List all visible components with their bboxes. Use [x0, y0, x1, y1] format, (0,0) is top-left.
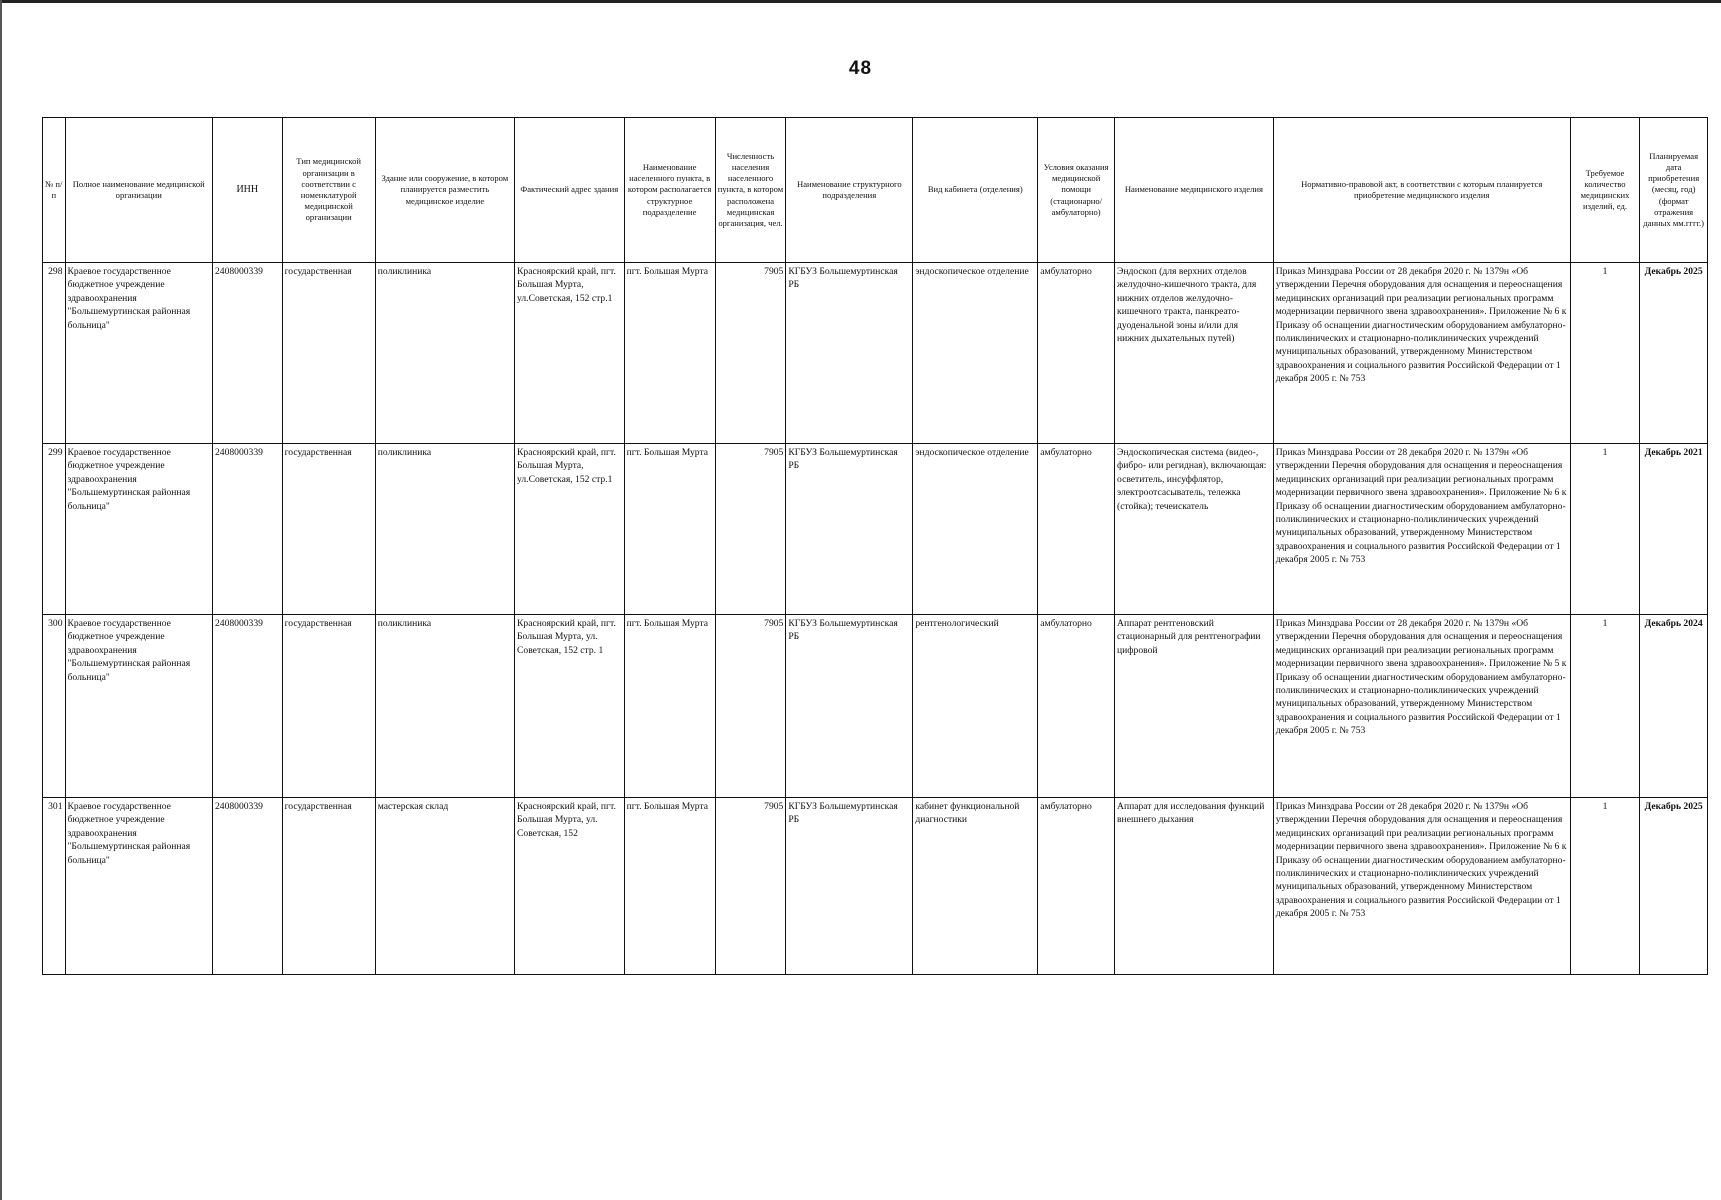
- page-number: 48: [848, 58, 873, 79]
- header-building: Здание или сооружение, в котором планируется разместить медицинское изделие: [375, 118, 514, 263]
- scan-edge-top: [0, 0, 1721, 3]
- cell-device: Эндоскоп (для верхних отделов желудочно-кишечного тракта, для нижних отделов желудочно-кишечного тракта, панкреато-дуоденальной зоны и/или для нижних дыхательных путей): [1115, 263, 1274, 444]
- cell-num: 299: [43, 444, 66, 615]
- cell-locality: пгт. Большая Мурта: [624, 263, 715, 444]
- cell-quantity: 1: [1570, 263, 1640, 444]
- cell-org-type: государственная: [282, 798, 375, 975]
- cell-unit: КГБУЗ Большемуртинская РБ: [786, 444, 913, 615]
- cell-cabinet: рентгенологический: [913, 615, 1038, 798]
- cell-building: поликлиника: [375, 444, 514, 615]
- table-row: [43, 444, 1708, 615]
- header-org-name: Полное наименование медицинской организации: [65, 118, 212, 263]
- cell-planned-date: Декабрь 2025: [1640, 263, 1708, 444]
- header-legal-act: Нормативно-правовой акт, в соответствии с которым планируется приобретение медицинского изделия: [1273, 118, 1570, 263]
- cell-population: 7905: [715, 615, 786, 798]
- table-header-row: [43, 118, 1708, 263]
- cell-building: поликлиника: [375, 263, 514, 444]
- cell-inn: 2408000339: [212, 444, 282, 615]
- cell-address: Красноярский край, пгт. Большая Мурта, ул. Советская, 152: [515, 798, 625, 975]
- cell-org-type: государственная: [282, 263, 375, 444]
- header-inn: ИНН: [212, 118, 282, 263]
- cell-locality: пгт. Большая Мурта: [624, 615, 715, 798]
- cell-unit: КГБУЗ Большемуртинская РБ: [786, 798, 913, 975]
- header-locality: Наименование населенного пункта, в котором располагается структурное подразделение: [624, 118, 715, 263]
- cell-org-name: Краевое государственное бюджетное учреждение здравоохранения "Большемуртинская районная больница": [65, 263, 212, 444]
- cell-conditions: амбулаторно: [1038, 444, 1115, 615]
- cell-planned-date: Декабрь 2025: [1640, 798, 1708, 975]
- cell-device: Эндоскопическая система (видео-, фибро- или регидная), включающая: осветитель, инсуффлятор, электроотсасыватель, тележка (стойка); течеискатель: [1115, 444, 1274, 615]
- cell-address: Красноярский край, пгт. Большая Мурта, ул.Советская, 152 стр.1: [515, 263, 625, 444]
- cell-num: 298: [43, 263, 66, 444]
- header-conditions: Условия оказания медицинской помощи (стационарно/ амбулаторно): [1038, 118, 1115, 263]
- cell-population: 7905: [715, 263, 786, 444]
- scan-edge-left: [0, 0, 2, 1200]
- cell-cabinet: кабинет функциональной диагностики: [913, 798, 1038, 975]
- cell-device: Аппарат рентгеновский стационарный для рентгенографии цифровой: [1115, 615, 1274, 798]
- cell-address: Красноярский край, пгт. Большая Мурта, ул. Советская, 152 стр. 1: [515, 615, 625, 798]
- table-row: [43, 263, 1708, 444]
- cell-num: 301: [43, 798, 66, 975]
- equipment-table: [42, 117, 1708, 975]
- cell-quantity: 1: [1570, 444, 1640, 615]
- header-planned-date: Планируемая дата приобретения (месяц, год) (формат отражения данных мм.гггг.): [1640, 118, 1708, 263]
- cell-planned-date: Декабрь 2021: [1640, 444, 1708, 615]
- header-population: Численность населения населенного пункта, в котором расположена медицинская организация, чел.: [715, 118, 786, 263]
- cell-quantity: 1: [1570, 798, 1640, 975]
- header-num: № п/п: [43, 118, 66, 263]
- cell-legal-act: Приказ Минздрава России от 28 декабря 2020 г. № 1379н «Об утверждении Перечня оборудования для оснащения и переоснащения медицинских организаций при реализации региональных программ модернизации первичного звена здравоохранения». Приложение № 6 к Приказу об оснащении диагностическим оборудованием амбулаторно-поликлинических и стационарно-поликлинических учреждений муниципальных образований, утвержденному Министерством здравоохранения и социального развития Российской Федерации от 1 декабря 2005 г. № 753: [1273, 444, 1570, 615]
- header-device: Наименование медицинского изделия: [1115, 118, 1274, 263]
- cell-planned-date: Декабрь 2024: [1640, 615, 1708, 798]
- cell-conditions: амбулаторно: [1038, 615, 1115, 798]
- header-org-type: Тип медицинской организации в соответствии с номенклатурой медицинской организации: [282, 118, 375, 263]
- cell-building: поликлиника: [375, 615, 514, 798]
- cell-address: Красноярский край, пгт. Большая Мурта, ул.Советская, 152 стр.1: [515, 444, 625, 615]
- cell-org-type: государственная: [282, 615, 375, 798]
- cell-num: 300: [43, 615, 66, 798]
- cell-quantity: 1: [1570, 615, 1640, 798]
- cell-population: 7905: [715, 798, 786, 975]
- cell-device: Аппарат для исследования функций внешнего дыхания: [1115, 798, 1274, 975]
- header-unit: Наименование структурного подразделения: [786, 118, 913, 263]
- cell-inn: 2408000339: [212, 615, 282, 798]
- cell-conditions: амбулаторно: [1038, 798, 1115, 975]
- header-cabinet: Вид кабинета (отделения): [913, 118, 1038, 263]
- header-address: Фактический адрес здания: [515, 118, 625, 263]
- table-row: [43, 798, 1708, 975]
- cell-legal-act: Приказ Минздрава России от 28 декабря 2020 г. № 1379н «Об утверждении Перечня оборудования для оснащения и переоснащения медицинских организаций при реализации региональных программ модернизации первичного звена здравоохранения». Приложение № 6 к Приказу об оснащении диагностическим оборудованием амбулаторно-поликлинических и стационарно-поликлинических учреждений муниципальных образований, утвержденному Министерством здравоохранения и социального развития Российской Федерации от 1 декабря 2005 г. № 753: [1273, 263, 1570, 444]
- cell-locality: пгт. Большая Мурта: [624, 444, 715, 615]
- cell-legal-act: Приказ Минздрава России от 28 декабря 2020 г. № 1379н «Об утверждении Перечня оборудования для оснащения и переоснащения медицинских организаций при реализации региональных программ модернизации первичного звена здравоохранения». Приложение № 5 к Приказу об оснащении диагностическим оборудованием амбулаторно-поликлинических и стационарно-поликлинических учреждений муниципальных образований, утвержденному Министерством здравоохранения и социального развития Российской Федерации от 1 декабря 2005 г. № 753: [1273, 615, 1570, 798]
- cell-cabinet: эндоскопическое отделение: [913, 263, 1038, 444]
- header-quantity: Требуемое количество медицинских изделий, ед.: [1570, 118, 1640, 263]
- cell-legal-act: Приказ Минздрава России от 28 декабря 2020 г. № 1379н «Об утверждении Перечня оборудования для оснащения и переоснащения медицинских организаций при реализации региональных программ модернизации первичного звена здравоохранения». Приложение № 6 к Приказу об оснащении диагностическим оборудованием амбулаторно-поликлинических и стационарно-поликлинических учреждений муниципальных образований, утвержденному Министерством здравоохранения и социального развития Российской Федерации от 1 декабря 2005 г. № 753: [1273, 798, 1570, 975]
- cell-locality: пгт. Большая Мурта: [624, 798, 715, 975]
- cell-org-name: Краевое государственное бюджетное учреждение здравоохранения "Большемуртинская районная больница": [65, 444, 212, 615]
- cell-cabinet: эндоскопическое отделение: [913, 444, 1038, 615]
- cell-org-name: Краевое государственное бюджетное учреждение здравоохранения "Большемуртинская районная больница": [65, 615, 212, 798]
- cell-inn: 2408000339: [212, 798, 282, 975]
- cell-org-type: государственная: [282, 444, 375, 615]
- cell-population: 7905: [715, 444, 786, 615]
- cell-conditions: амбулаторно: [1038, 263, 1115, 444]
- cell-building: мастерская склад: [375, 798, 514, 975]
- table-row: [43, 615, 1708, 798]
- cell-inn: 2408000339: [212, 263, 282, 444]
- cell-unit: КГБУЗ Большемуртинская РБ: [786, 263, 913, 444]
- cell-org-name: Краевое государственное бюджетное учреждение здравоохранения "Большемуртинская районная больница": [65, 798, 212, 975]
- cell-unit: КГБУЗ Большемуртинская РБ: [786, 615, 913, 798]
